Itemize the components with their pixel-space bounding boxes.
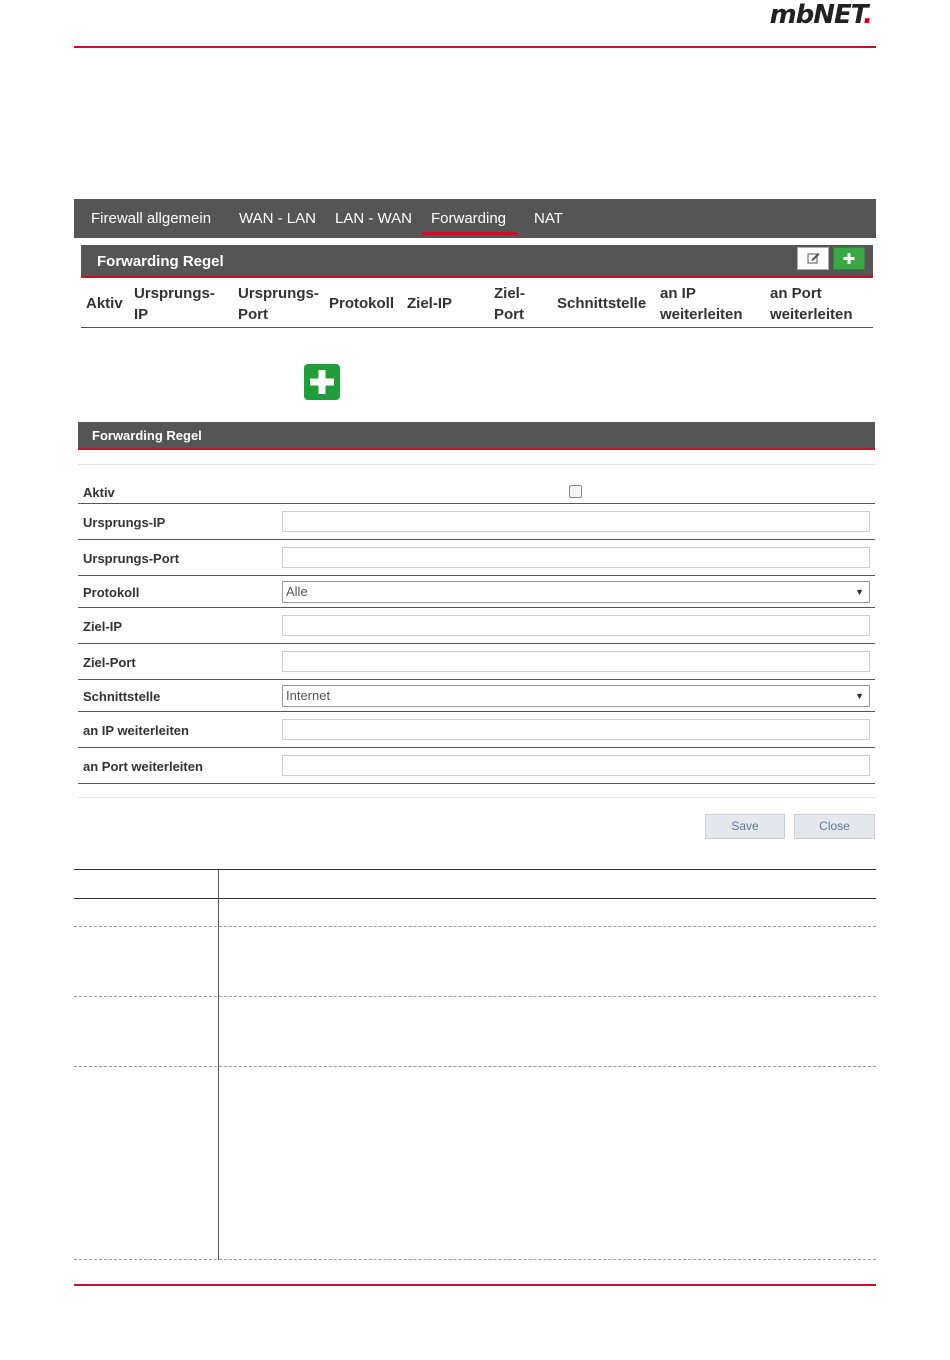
doc-table-header-rule [74, 898, 876, 899]
col-an-ip-weiterleiten: an IP weiterleiten [660, 285, 743, 323]
doc-table-row-divider [74, 926, 876, 927]
row-divider [78, 607, 875, 608]
schnittstelle-value: Internet [286, 688, 331, 703]
forwarding-panel-header [81, 245, 873, 278]
tab-forwarding[interactable]: Forwarding [431, 210, 507, 227]
logo-text: mbNET [769, 0, 864, 30]
dropdown-arrow-icon: ▼ [855, 691, 864, 701]
tab-nat[interactable]: NAT [534, 210, 563, 227]
col-aktiv: Aktiv [86, 295, 123, 312]
form-title: Forwarding Regel [92, 428, 202, 443]
dropdown-arrow-icon: ▼ [855, 587, 864, 597]
col-protokoll: Protokoll [329, 295, 395, 312]
doc-table-row-divider [74, 1259, 876, 1260]
doc-table-column-divider [218, 870, 219, 1260]
panel-title: Forwarding Regel [97, 253, 224, 270]
plus-icon [834, 248, 864, 269]
label-protokoll: Protokoll [83, 585, 140, 600]
aktiv-checkbox[interactable] [569, 485, 582, 498]
edit-icon [798, 248, 828, 269]
table-bottom-rule [81, 327, 873, 328]
tab-wan-lan[interactable]: WAN - LAN [239, 210, 316, 227]
close-button[interactable]: Close [794, 814, 875, 839]
label-ursprungs-port: Ursprungs-Port [83, 551, 180, 566]
form-bottom-divider [78, 797, 875, 798]
col-ursprungs-port: Ursprungs- Port [238, 285, 319, 323]
label-aktiv: Aktiv [83, 485, 115, 500]
doc-table-top-rule [74, 869, 876, 870]
header-divider [74, 46, 876, 48]
protokoll-select[interactable] [282, 581, 870, 603]
footer-divider [74, 1284, 876, 1286]
row-divider [78, 575, 875, 576]
ursprungs-port-input[interactable] [282, 547, 870, 568]
label-ursprungs-ip: Ursprungs-IP [83, 515, 166, 530]
col-ziel-ip: Ziel-IP [407, 295, 453, 312]
tab-firewall-allgemein[interactable]: Firewall allgemein [91, 210, 212, 227]
ziel-port-input[interactable] [282, 651, 870, 672]
logo-dot: . [863, 0, 872, 30]
label-an-ip-weiterleiten: an IP weiterleiten [83, 723, 189, 738]
row-divider [78, 643, 875, 644]
tab-bar [74, 199, 876, 238]
active-tab-indicator [422, 232, 517, 235]
form-top-divider [78, 464, 875, 465]
save-button[interactable]: Save [705, 814, 785, 839]
an-ip-weiterleiten-input[interactable] [282, 719, 870, 740]
doc-table-row-divider [74, 1066, 876, 1067]
plus-icon [304, 364, 340, 400]
col-ursprungs-ip: Ursprungs- IP [134, 285, 215, 323]
schnittstelle-select[interactable] [282, 685, 870, 707]
add-entry-button[interactable] [304, 364, 340, 400]
form-header [78, 422, 875, 450]
an-port-weiterleiten-input[interactable] [282, 755, 870, 776]
doc-table-row-divider [74, 996, 876, 997]
row-divider [78, 711, 875, 712]
mbnet-logo [770, 0, 872, 30]
label-ziel-port: Ziel-Port [83, 655, 136, 670]
edit-button[interactable] [797, 247, 829, 270]
row-divider [78, 783, 875, 784]
protokoll-value: Alle [286, 584, 308, 599]
add-rule-button[interactable] [833, 247, 865, 270]
row-divider [78, 679, 875, 680]
row-divider [78, 747, 875, 748]
tab-lan-wan[interactable]: LAN - WAN [335, 210, 412, 227]
col-ziel-port: Ziel- Port [494, 285, 525, 323]
col-schnittstelle: Schnittstelle [557, 295, 647, 312]
label-schnittstelle: Schnittstelle [83, 689, 161, 704]
row-divider [78, 503, 875, 504]
ziel-ip-input[interactable] [282, 615, 870, 636]
label-ziel-ip: Ziel-IP [83, 619, 123, 634]
row-divider [78, 539, 875, 540]
col-an-port-weiterleiten: an Port weiterleiten [770, 285, 853, 323]
label-an-port-weiterleiten: an Port weiterleiten [83, 759, 203, 774]
ursprungs-ip-input[interactable] [282, 511, 870, 532]
